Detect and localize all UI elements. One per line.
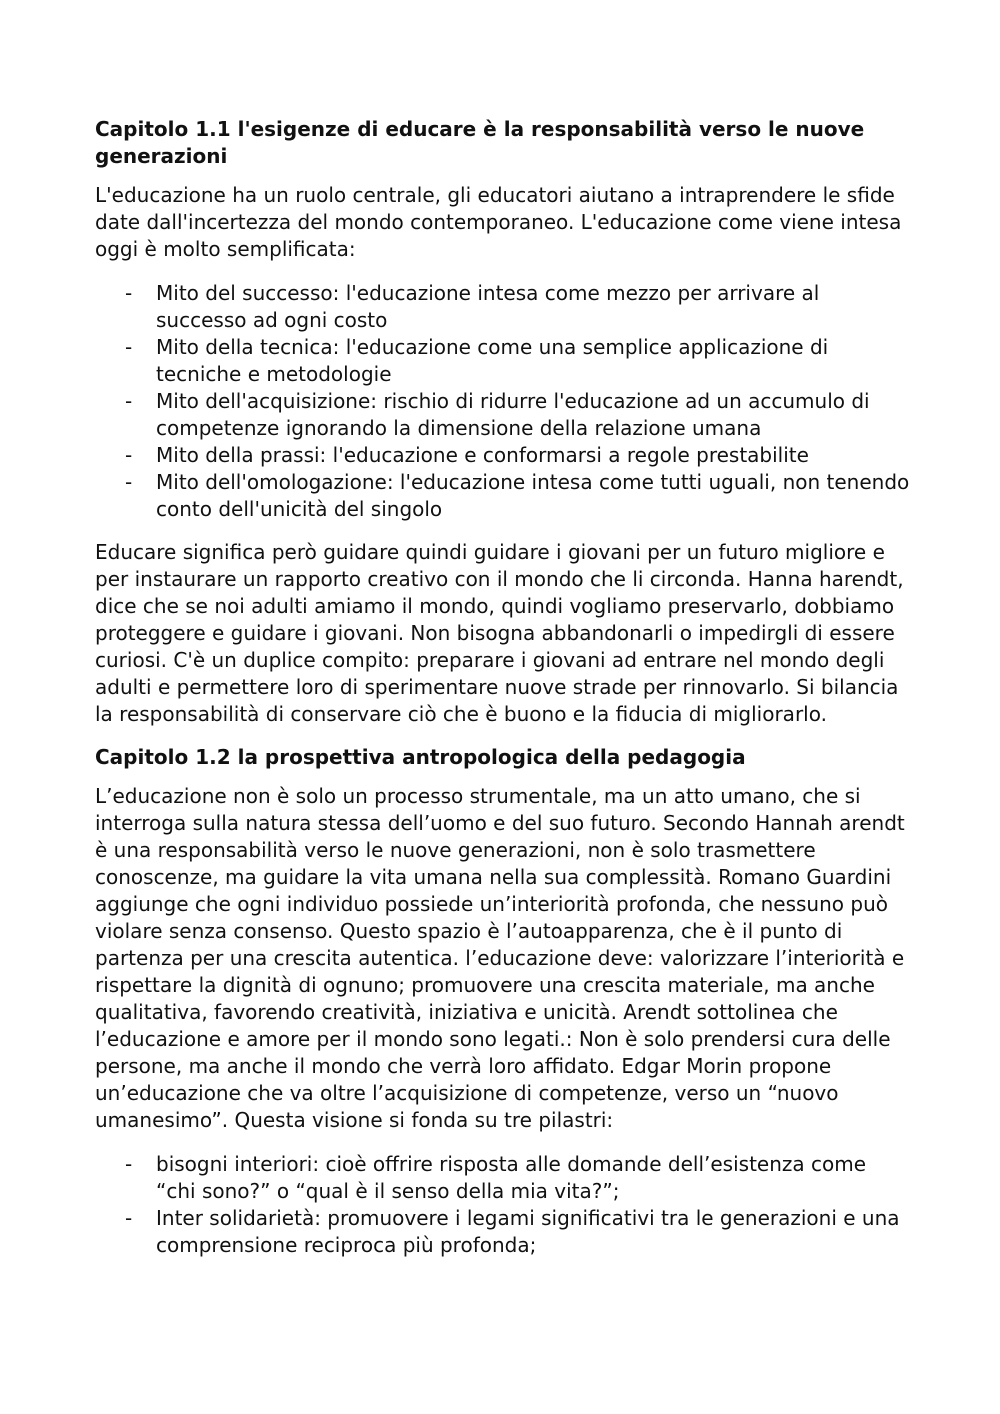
bullet-dash: - <box>125 1152 133 1176</box>
document-page <box>95 116 910 1275</box>
section-1-intro: L'educazione ha un ruolo centrale, gli educatori aiutano a intraprendere le sfide date dall'incertezza del mondo contemporaneo. L'educazione come viene intesa oggi è molto semplificata: <box>95 183 902 261</box>
bullet-dash: - <box>125 281 133 305</box>
section-2-heading: Capitolo 1.2 la prospettiva antropologica della pedagogia <box>95 745 746 769</box>
list-item-text: Mito dell'acquisizione: rischio di ridurre l'educazione ad un accumulo di competenze ignorando la dimensione della relazione umana <box>156 389 870 440</box>
bullet-dash: - <box>125 470 133 494</box>
bullet-dash: - <box>125 335 133 359</box>
list-item <box>95 1151 910 1205</box>
list-item-text: Mito del successo: l'educazione intesa come mezzo per arrivare al successo ad ogni costo <box>156 281 820 332</box>
section-1-closing: Educare significa però guidare quindi guidare i giovani per un futuro migliore e per instaurare un rapporto creativo con il mondo che li circonda. Hanna harendt, dice che se noi adulti amiamo il mondo, quindi vogliamo preservarlo, dobbiamo proteggere e guidare i giovani. Non bisogna abbandonarli o impedirgli di essere curiosi. C'è un duplice compito: preparare i giovani ad entrare nel mondo degli adulti e permettere loro di sperimentare nuove strade per rinnovarlo. Si bilancia la responsabilità di conservare ciò che è buono e la fiducia di migliorarlo. <box>95 540 904 726</box>
list-item-text: Mito della tecnica: l'educazione come una semplice applicazione di tecniche e metodologie <box>156 335 829 386</box>
list-item-text: Inter solidarietà: promuovere i legami significativi tra le generazioni e una comprensione reciproca più profonda; <box>156 1206 900 1257</box>
list-item <box>95 442 910 469</box>
list-item <box>95 469 910 523</box>
section-2-body: L’educazione non è solo un processo strumentale, ma un atto umano, che si interroga sulla natura stessa dell’uomo e del suo futuro. Secondo Hannah arendt è una responsabilità verso le nuove generazioni, non è solo trasmettere conoscenze, ma guidare la vita umana nella sua complessità. Romano Guardini aggiunge che ogni individuo possiede un’interiorità profonda, che nessuno può violare senza consenso. Questo spazio è l’autoapparenza, che è il punto di partenza per una crescita autentica. l’educazione deve: valorizzare l’interiorità e rispettare la dignità di ognuno; promuovere una crescita materiale, ma anche qualitativa, favorendo creatività, iniziativa e unicità. Arendt sottolinea che l’educazione e amore per il mondo sono legati.: Non è solo prendersi cura delle persone, ma anche il mondo che verrà loro affidato. Edgar Morin propone un’educazione che va oltre l’acquisizione di competenze, verso un “nuovo umanesimo”. Questa visione si fonda su tre pilastri: <box>95 784 905 1132</box>
section-1-heading: Capitolo 1.1 l'esigenze di educare è la responsabilità verso le nuove generazioni <box>95 117 865 168</box>
list-item <box>95 1205 910 1259</box>
bullet-dash: - <box>125 389 133 413</box>
list-item-text: Mito della prassi: l'educazione e conformarsi a regole prestabilite <box>156 443 809 467</box>
list-item <box>95 334 910 388</box>
list-item <box>95 280 910 334</box>
list-item-text: Mito dell'omologazione: l'educazione intesa come tutti uguali, non tenendo conto dell'unicità del singolo <box>156 470 910 521</box>
section-2-pillar-list <box>95 1151 910 1259</box>
list-item-text: bisogni interiori: cioè offrire risposta alle domande dell’esistenza come “chi sono?” o “qual è il senso della mia vita?”; <box>156 1152 867 1203</box>
section-1-myth-list <box>95 280 910 523</box>
bullet-dash: - <box>125 1206 133 1230</box>
list-item <box>95 388 910 442</box>
bullet-dash: - <box>125 443 133 467</box>
